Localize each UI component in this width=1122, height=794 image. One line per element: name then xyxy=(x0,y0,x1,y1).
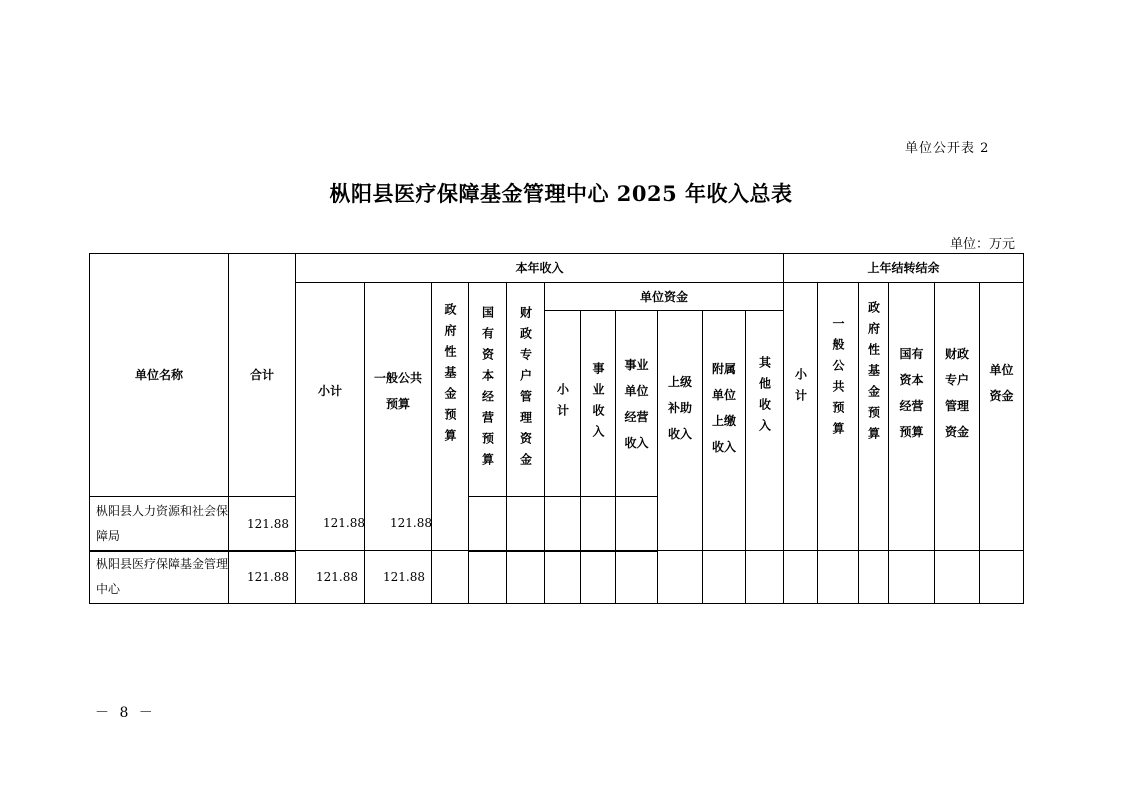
row1-total xyxy=(228,496,296,552)
row2-uf-subtotal xyxy=(544,550,581,604)
row1-general-budget xyxy=(364,516,438,536)
header-co-general xyxy=(817,282,859,551)
header-gov-fund-text: 政府性基金预算 xyxy=(443,303,457,450)
row2-uf-other xyxy=(745,550,784,604)
row2-co-subtotal xyxy=(783,550,818,604)
header-carryover-text: 上年结转结余 xyxy=(867,261,940,275)
header-carryover xyxy=(783,253,1024,283)
row2-co-gov-fund xyxy=(858,550,889,604)
header-co-unit-funds-text: 单位资金 xyxy=(989,363,1014,403)
header-co-unit-funds xyxy=(979,282,1024,551)
row2-uf-affiliated xyxy=(702,550,746,604)
header-uf-operation-text: 事业单位经营收入 xyxy=(624,357,649,450)
header-state-capital xyxy=(468,282,507,497)
header-unit-funds-text: 单位资金 xyxy=(639,289,688,304)
row2-gov-fund xyxy=(431,550,469,604)
header-co-state-capital xyxy=(888,282,935,551)
row2-general-budget-text: 121.88 xyxy=(383,570,425,584)
row1-fiscal-special xyxy=(506,496,545,552)
row1-name xyxy=(89,496,229,552)
header-co-fiscal-special-text: 财政专户管理资金 xyxy=(945,347,970,439)
header-uf-affiliated-text: 附属单位上缴收入 xyxy=(712,362,737,454)
header-fiscal-special xyxy=(506,282,545,497)
header-uf-business-text: 事业收入 xyxy=(591,361,605,446)
header-general-budget xyxy=(364,282,432,551)
header-this-year xyxy=(295,253,784,283)
row1-total-text: 121.88 xyxy=(247,517,289,531)
header-co-gov-fund xyxy=(858,282,889,551)
row2-uf-operation xyxy=(615,550,658,604)
header-co-subtotal-text: 小计 xyxy=(793,368,808,410)
header-total xyxy=(228,253,296,497)
row2-name-text: 枞阳县医疗保障基金管理中心 xyxy=(96,557,229,596)
row2-subtotal xyxy=(295,550,365,604)
row2-name xyxy=(89,550,229,604)
header-uf-other xyxy=(745,310,784,551)
row1-general-budget-text: 121.88 xyxy=(390,516,432,530)
row2-co-fiscal-special xyxy=(934,550,980,604)
row1-state-capital xyxy=(468,496,507,552)
header-co-state-capital-text: 国有资本经营预算 xyxy=(899,347,924,439)
income-table xyxy=(89,253,1023,603)
header-uf-subsidy-text: 上级补助收入 xyxy=(668,375,693,441)
header-subtotal-text: 小计 xyxy=(317,384,342,398)
header-uf-other-text: 其他收入 xyxy=(757,356,772,440)
header-fiscal-special-text: 财政专户管理资金 xyxy=(518,305,533,474)
row2-uf-business xyxy=(580,550,616,604)
row1-uf-business xyxy=(580,496,616,552)
table-number: 单位公开表 2 xyxy=(905,141,990,156)
header-total-text: 合计 xyxy=(249,368,274,382)
row2-subtotal-text: 121.88 xyxy=(316,570,358,584)
header-unit-funds xyxy=(544,282,784,311)
header-co-subtotal xyxy=(783,282,818,551)
row2-fiscal-special xyxy=(506,550,545,604)
row1-uf-subtotal xyxy=(544,496,581,552)
row1-name-text: 枞阳县人力资源和社会保障局 xyxy=(96,504,229,543)
header-uf-business xyxy=(580,310,616,497)
header-uf-operation xyxy=(615,310,658,497)
unit-label: 单位：万元 xyxy=(950,237,1016,252)
row2-total xyxy=(228,550,296,604)
header-general-budget-text: 一般公共预算 xyxy=(373,371,422,411)
header-subtotal xyxy=(295,282,365,551)
page-number: － 8 － xyxy=(95,705,156,721)
row2-co-unit-funds xyxy=(979,550,1024,604)
header-gov-fund xyxy=(431,282,469,551)
header-uf-subtotal xyxy=(544,310,581,497)
header-co-general-text: 一般公共预算 xyxy=(831,317,845,443)
header-uf-subtotal-text: 小计 xyxy=(555,382,570,425)
row2-general-budget xyxy=(364,550,432,604)
row2-co-general xyxy=(817,550,859,604)
row1-uf-operation xyxy=(615,496,658,552)
header-unit-name xyxy=(89,253,229,497)
header-co-fiscal-special xyxy=(934,282,980,551)
row2-uf-subsidy xyxy=(657,550,703,604)
row1-subtotal-text: 121.88 xyxy=(323,516,365,530)
row2-co-state-capital xyxy=(888,550,935,604)
header-uf-affiliated xyxy=(702,310,746,551)
header-unit-name-text: 单位名称 xyxy=(134,368,183,382)
row2-state-capital xyxy=(468,550,507,604)
row1-subtotal xyxy=(295,516,371,536)
header-this-year-text: 本年收入 xyxy=(515,261,564,275)
header-co-gov-fund-text: 政府性基金预算 xyxy=(866,301,881,448)
page-title: 枞阳县医疗保障基金管理中心 2025 年收入总表 xyxy=(329,181,793,206)
row2-total-text: 121.88 xyxy=(247,570,289,584)
header-state-capital-text: 国有资本经营预算 xyxy=(480,305,495,474)
header-uf-subsidy xyxy=(657,310,703,551)
